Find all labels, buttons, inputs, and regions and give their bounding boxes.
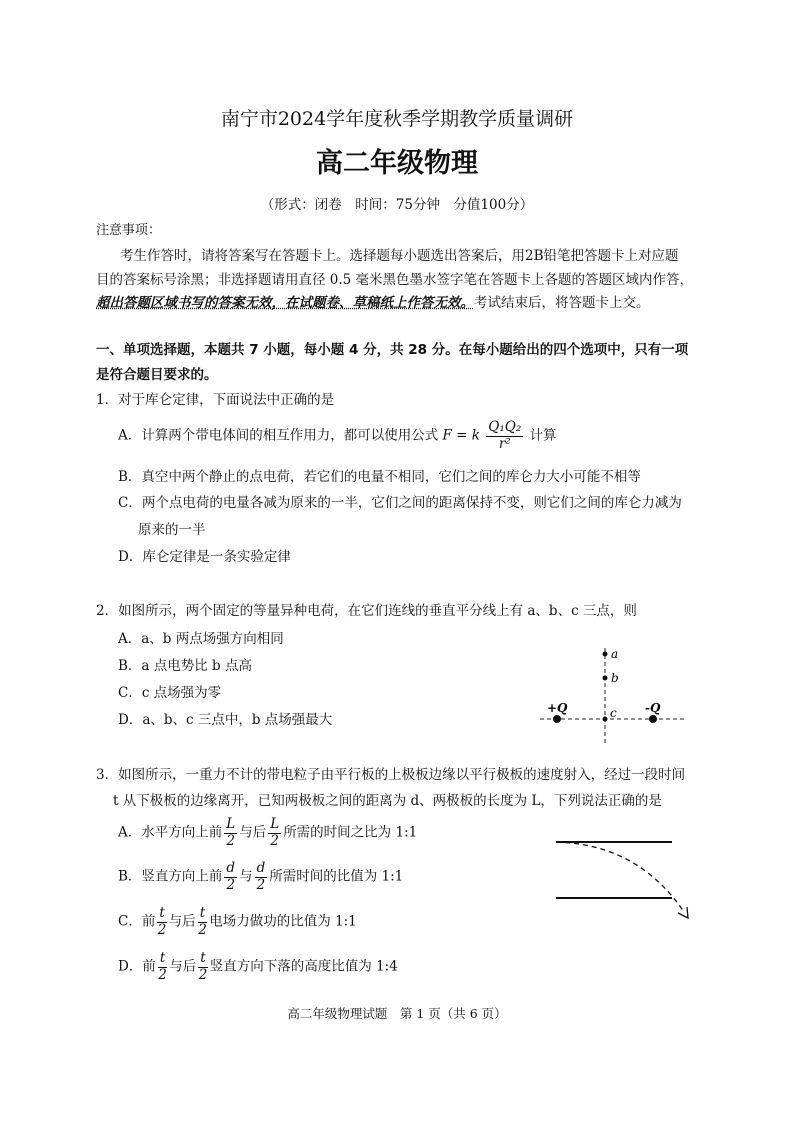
q3-d-frac-2-num: t (200, 950, 206, 966)
notice-line-2: 目的答案标号涂黑；非选择题请用直径 0.5 毫米黑色墨水签字笔在答题卡上各题的答题区域内作答， (96, 272, 694, 288)
q3-b-frac-1-den: 2 (226, 876, 236, 893)
q1-formula-den: r² (498, 435, 511, 452)
exam-subject: 高二年级物理 (316, 148, 478, 179)
particle-trajectory (556, 842, 684, 912)
q1-formula-lhs: F = k (442, 427, 480, 444)
q3-a-frac-1-num: L (226, 816, 236, 832)
exam-title: 南宁市2024学年度秋季学期教学质量调研 (220, 108, 574, 130)
q3-d-pre: D．前 (118, 958, 156, 975)
label-a: a (611, 647, 619, 661)
q2-option-a: A．a、b 两点场强方向相同 (118, 631, 284, 647)
q3-d-frac-1-den: 2 (158, 966, 167, 983)
q3-stem-line-1: 3．如图所示，一重力不计的带电粒子由平行板的上极板边缘以平行极板的速度射入，经过一段时间 (96, 767, 686, 783)
q3-c-frac-2-den: 2 (198, 921, 207, 938)
q3-option-c (118, 907, 357, 937)
q2-option-b: B．a 点电势比 b 点高 (118, 658, 252, 674)
point-b (603, 676, 608, 681)
q1-a-text: A．计算两个带电体间的相互作用力，都可以使用公式 (118, 427, 439, 444)
negative-charge (649, 715, 657, 723)
q3-c-post: 电场力做功的比值为 1:1 (209, 913, 357, 930)
label-plus-q: +Q (547, 701, 568, 715)
q3-c-frac-1 (157, 907, 166, 937)
q3-b-frac-2 (255, 862, 268, 892)
q3-b-pre: B．竖直方向上前 (118, 868, 223, 885)
q3-c-pre: C．前 (118, 913, 156, 930)
q3-a-mid: 与后 (239, 824, 267, 841)
q1-stem: 1．对于库仑定律，下面说法中正确的是 (96, 392, 335, 408)
q3-d-frac-1 (158, 952, 167, 982)
q1-option-c: C．两个点电荷的电量各减为原来的一半，它们之间的距离保持不变，则它们之间的库仑力减为 (118, 495, 682, 511)
q3-a-frac-2-num: L (270, 816, 280, 832)
q3-b-mid: 与 (239, 868, 253, 885)
label-minus-q: -Q (645, 701, 661, 715)
page-footer: 高二年级物理试题 第 1 页（共 6 页） (287, 1006, 507, 1021)
point-c (603, 717, 608, 722)
notice-line-1: 考生作答时，请将答案写在答题卡上。选择题每小题选出答案后，用2B铅笔把答题卡上对应题 (120, 248, 679, 264)
section-heading-line-2: 是符合题目要求的。 (96, 367, 218, 383)
q1-option-c-cont: 原来的一半 (138, 522, 206, 538)
q3-b-frac-1-num: d (226, 860, 236, 876)
notice-warning: 超出答题区域书写的答案无效，在试题卷、草稿纸上作答无效。 (96, 295, 474, 311)
exam-info: （形式：闭卷 时间：75分钟 分值100分） (260, 197, 534, 213)
q1-option-a (118, 421, 557, 451)
q3-option-d (118, 952, 398, 982)
notice-line-3-rest: 考试结束后，将答题卡上交。 (474, 295, 650, 311)
q3-d-mid: 与后 (169, 958, 197, 975)
q2-option-c: C．c 点场强为零 (118, 685, 222, 701)
q2-charge-figure (535, 640, 695, 748)
q3-d-post: 竖直方向下落的高度比值为 1:4 (209, 958, 398, 975)
q1-option-d: D．库仑定律是一条实验定律 (118, 549, 291, 565)
q3-c-frac-2-num: t (199, 905, 206, 921)
q2-stem: 2．如图所示，两个固定的等量异种电荷，在它们连线的垂直平分线上有 a、b、c 三点，则 (96, 603, 637, 619)
q3-b-frac-1 (224, 862, 237, 892)
label-b: b (611, 671, 619, 685)
label-c: c (610, 706, 617, 720)
q3-c-frac-2 (198, 907, 207, 937)
q3-a-pre: A．水平方向上前 (118, 824, 223, 841)
section-heading-line-1: 一、单项选择题，本题共 7 小题，每小题 4 分，共 28 分。在每小题给出的四个选项中，只有一项 (96, 342, 689, 358)
q1-formula-fraction (486, 421, 523, 451)
q3-a-frac-1 (224, 818, 237, 848)
q3-a-post: 所需的时间之比为 1:1 (283, 824, 418, 841)
q3-option-a (118, 818, 417, 848)
q3-d-frac-1-num: t (159, 950, 166, 966)
notice-line-3 (96, 291, 696, 311)
q1-option-b: B．真空中两个静止的点电荷，若它们的电量不相同，它们之间的库仑力大小可能不相等 (118, 469, 641, 485)
trajectory-arrow-icon (678, 907, 688, 918)
q3-option-b (118, 862, 403, 892)
q2-option-d: D．a、b、c 三点中，b 点场强最大 (118, 712, 333, 728)
q3-c-frac-1-den: 2 (157, 921, 167, 938)
q3-b-frac-2-den: 2 (256, 876, 266, 893)
q3-a-frac-2-den: 2 (270, 832, 279, 849)
point-a (603, 652, 608, 657)
q3-c-mid: 与后 (168, 913, 196, 930)
q1-formula-num: Q₁Q₂ (488, 419, 522, 435)
q3-stem-line-2: t 从下极板的边缘离开，已知两极板之间的距离为 d、两极板的长度为 L，下列说法正确的是 (113, 793, 662, 809)
q3-parallel-plate-figure (548, 830, 698, 922)
q3-a-frac-2 (268, 818, 281, 848)
positive-charge (553, 715, 561, 723)
q3-c-frac-1-num: t (159, 905, 165, 921)
q1-a-post: 计算 (529, 427, 557, 444)
q3-a-frac-1-den: 2 (226, 832, 236, 849)
q3-d-frac-2 (198, 952, 207, 982)
q3-d-frac-2-den: 2 (198, 966, 208, 983)
q3-b-post: 所需时间的比值为 1:1 (269, 868, 404, 885)
q3-b-frac-2-num: d (256, 860, 266, 876)
notice-heading: 注意事项： (96, 223, 162, 238)
